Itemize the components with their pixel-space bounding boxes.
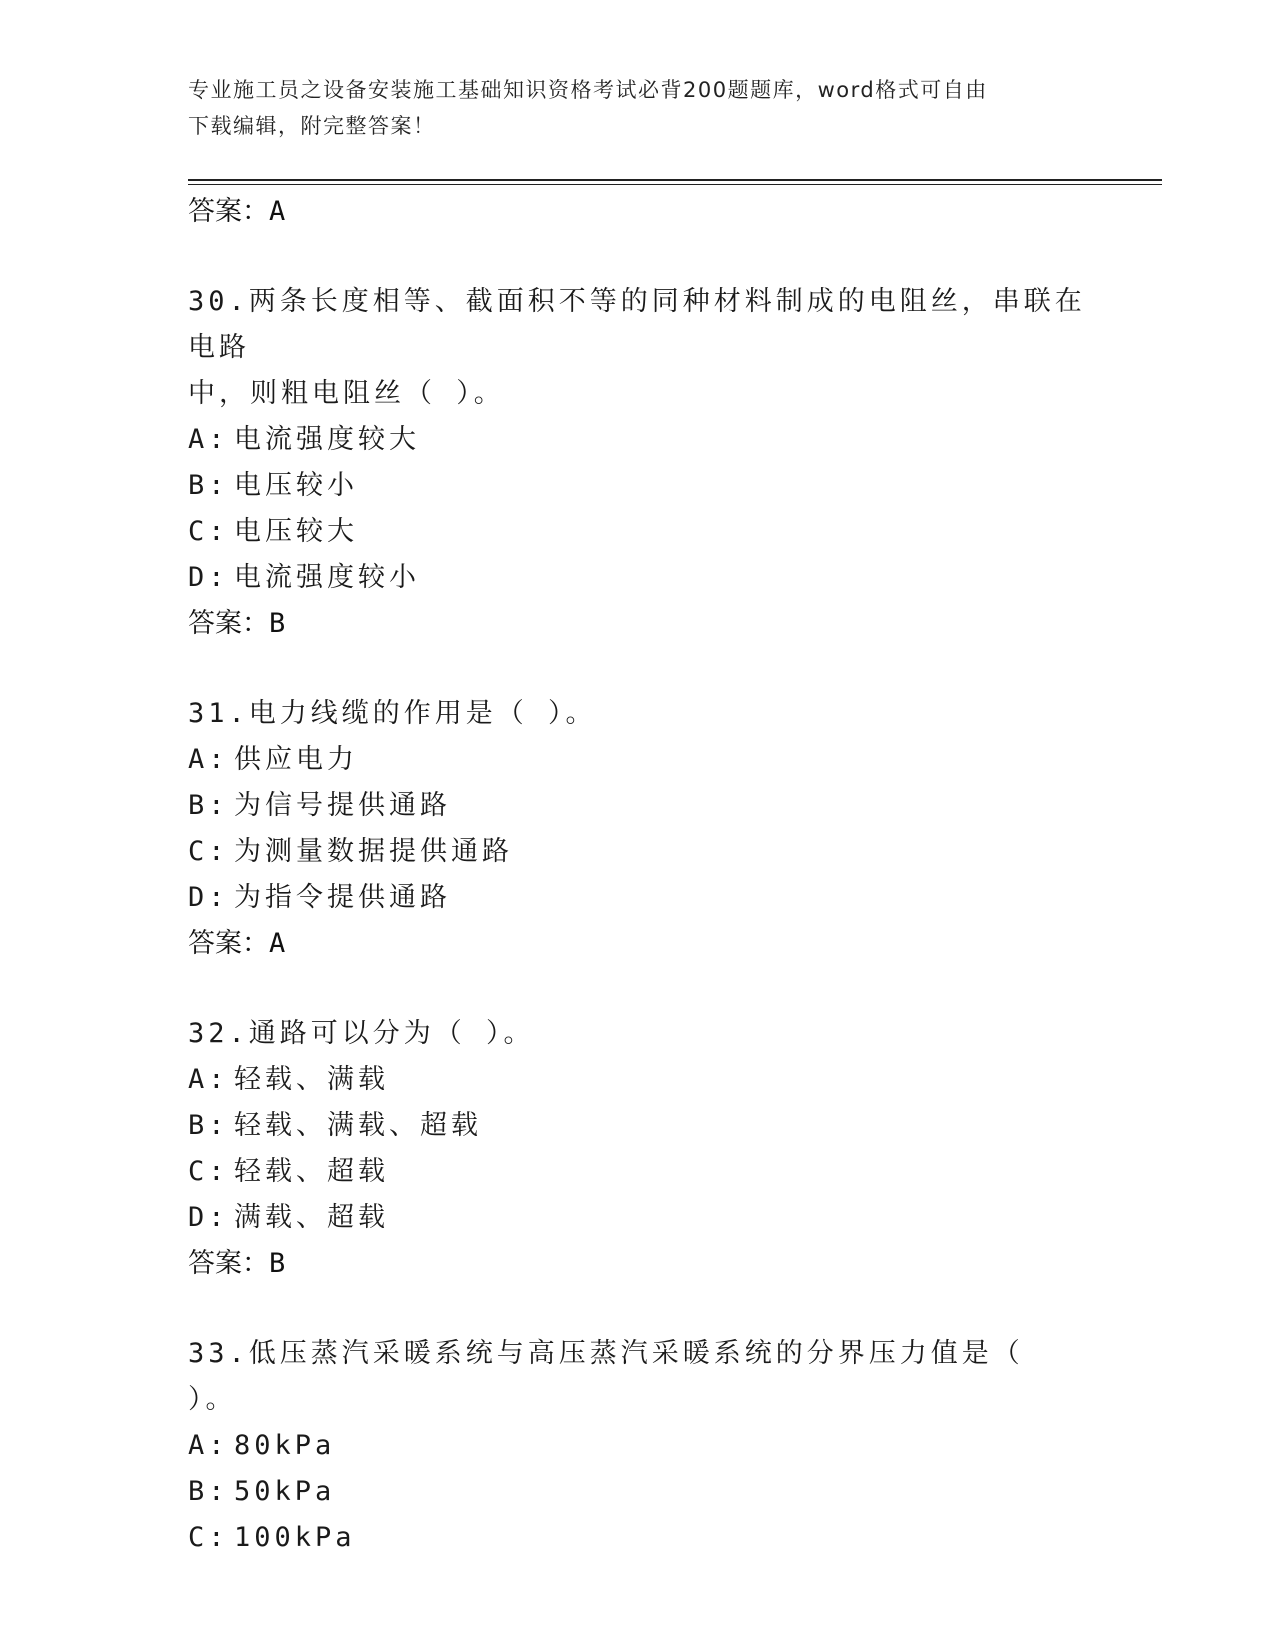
option-text: 轻载、满载 — [234, 1064, 389, 1095]
option-key: B: — [188, 470, 229, 501]
option-text: 电压较小 — [234, 470, 358, 501]
option-c — [188, 509, 1088, 555]
option-key: B: — [188, 1110, 229, 1141]
question-text: 31.电力线缆的作用是（ ）。 — [188, 698, 597, 729]
option-d — [188, 875, 1088, 921]
option-b — [188, 783, 1088, 829]
option-key: B: — [188, 790, 229, 821]
option-text: 电压较大 — [234, 516, 358, 547]
option-key: A: — [188, 1064, 229, 1095]
option-key: C: — [188, 836, 229, 867]
option-text: 100kPa — [234, 1522, 356, 1553]
option-a — [188, 1423, 1088, 1469]
option-c — [188, 1515, 1088, 1561]
option-key: D: — [188, 882, 229, 913]
option-key: B: — [188, 1476, 229, 1507]
option-text: 50kPa — [234, 1476, 336, 1507]
question-30 — [188, 279, 1088, 647]
option-c — [188, 829, 1088, 875]
answer-value: B — [269, 608, 286, 639]
option-d — [188, 1195, 1088, 1241]
question-text: 30.两条长度相等、截面积不等的同种材料制成的电阻丝，串联在电路 — [188, 286, 1086, 363]
answer-line — [188, 1241, 1088, 1287]
option-b — [188, 463, 1088, 509]
question-32 — [188, 1011, 1088, 1287]
question-31 — [188, 691, 1088, 967]
header-line-2: 下载编辑，附完整答案！ — [188, 114, 436, 138]
question-33 — [188, 1331, 1088, 1561]
option-text: 为信号提供通路 — [234, 790, 451, 821]
option-key: A: — [188, 424, 229, 455]
option-d — [188, 555, 1088, 601]
option-text: 满载、超载 — [234, 1202, 389, 1233]
document-body — [188, 189, 1088, 1561]
option-key: C: — [188, 1522, 229, 1553]
question-text: 33.低压蒸汽采暖系统与高压蒸汽采暖系统的分界压力值是（ ）。 — [188, 1338, 1024, 1415]
option-key: C: — [188, 1156, 229, 1187]
option-b — [188, 1103, 1088, 1149]
option-a — [188, 737, 1088, 783]
option-text: 电流强度较小 — [234, 562, 420, 593]
option-a — [188, 417, 1088, 463]
header-line-1: 专业施工员之设备安装施工基础知识资格考试必背200题题库，word格式可自由 — [188, 78, 988, 102]
answer-label: 答案： — [188, 928, 269, 959]
option-key: C: — [188, 516, 229, 547]
question-text: 32.通路可以分为（ ）。 — [188, 1018, 535, 1049]
answer-line-29 — [188, 189, 1088, 235]
answer-line — [188, 601, 1088, 647]
option-text: 电流强度较大 — [234, 424, 420, 455]
answer-value: B — [269, 1248, 286, 1279]
option-text: 轻载、超载 — [234, 1156, 389, 1187]
answer-value: A — [269, 196, 286, 227]
option-text: 轻载、满载、超载 — [234, 1110, 482, 1141]
option-key: A: — [188, 744, 229, 775]
option-key: A: — [188, 1430, 229, 1461]
header-divider-thick — [188, 179, 1162, 181]
option-a — [188, 1057, 1088, 1103]
option-key: D: — [188, 1202, 229, 1233]
answer-label: 答案： — [188, 196, 269, 227]
option-text: 80kPa — [234, 1430, 336, 1461]
question-text-continued: 中，则粗电阻丝（ ）。 — [188, 378, 505, 409]
option-text: 为测量数据提供通路 — [234, 836, 513, 867]
option-text: 为指令提供通路 — [234, 882, 451, 913]
answer-line — [188, 921, 1088, 967]
option-b — [188, 1469, 1088, 1515]
option-text: 供应电力 — [234, 744, 358, 775]
option-key: D: — [188, 562, 229, 593]
option-c — [188, 1149, 1088, 1195]
header-divider-thin — [188, 184, 1162, 185]
document-header — [188, 72, 1088, 144]
answer-label: 答案： — [188, 608, 269, 639]
answer-value: A — [269, 928, 286, 959]
answer-label: 答案： — [188, 1248, 269, 1279]
